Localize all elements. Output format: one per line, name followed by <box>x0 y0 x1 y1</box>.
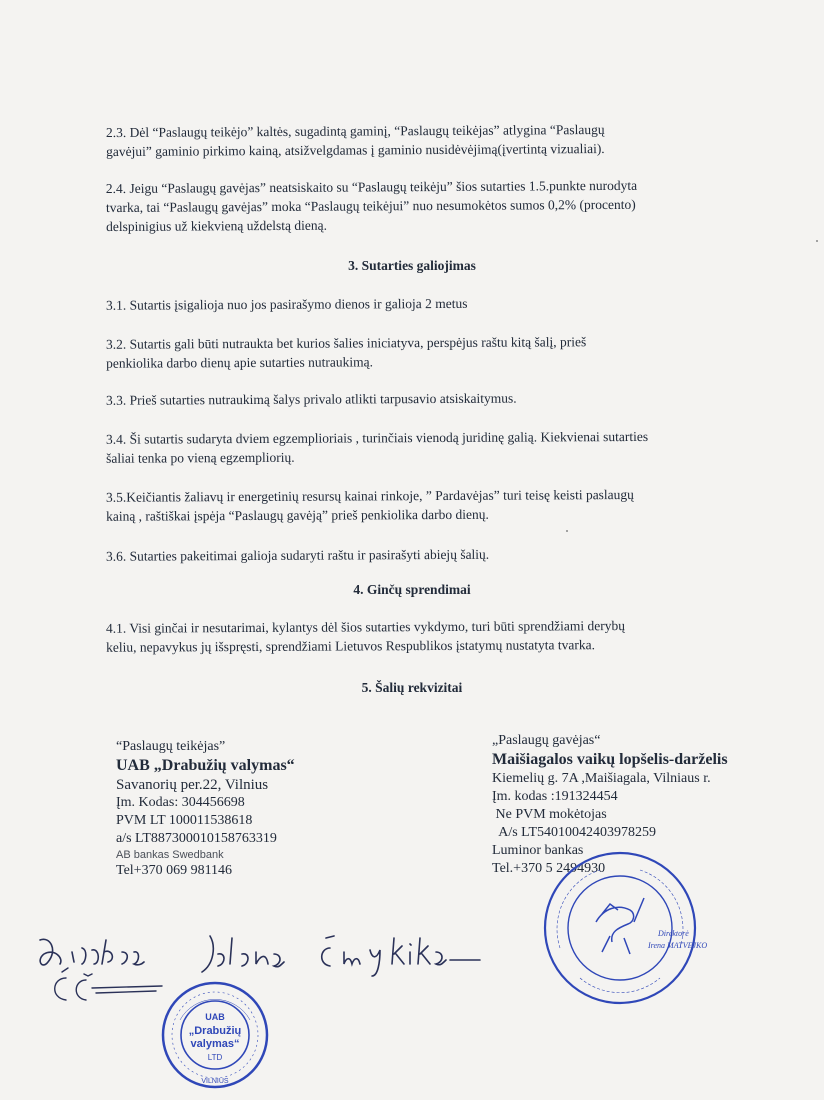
svg-text:Direktorė: Direktorė <box>658 929 689 938</box>
clause-line: 3.4. Ši sutartis sudaryta dviem egzemplioriais , turinčiais vienodą juridinę galią. Kiekvienai sutarties <box>105 428 649 447</box>
clause-line: šaliai tenka po vieną egzempliorių. <box>106 449 295 466</box>
provider-role: “Paslaugų teikėjas” <box>116 739 226 754</box>
svg-text:„Drabužių: „Drabužių <box>188 1025 242 1037</box>
clause-3-3 <box>106 387 776 410</box>
clause-line: gavėjui” gaminio pirkimo kainą, atsižvelgdamas į gaminio nusidėvėjimą(įvertintą vizualiai). <box>106 141 605 160</box>
receiver-vat: Ne PVM mokėtojas <box>492 807 607 822</box>
clause-line: 2.4. Jeigu “Paslaugų gavėjas” neatsiskaito su “Paslaugų teikėju” šios sutarties 1.5.punkte nurodyta <box>105 177 638 197</box>
clause-line: penkiolika darbo dienų apie sutarties nutraukimą. <box>106 354 374 371</box>
provider-stamp <box>160 980 270 1095</box>
svg-text:LTD: LTD <box>207 1053 223 1062</box>
svg-text:valymas“: valymas“ <box>190 1038 240 1050</box>
receiver-account: A/s LT54010042403978259 <box>492 825 656 840</box>
section-3-title: 3. Sutarties galiojimas <box>348 258 476 273</box>
clause-line: keliu, nepavykus jų išspręsti, sprendžiami Lietuvos Respublikos įstatymų nustatyta tvarka. <box>106 637 596 655</box>
provider-bank: AB bankas Swedbank <box>116 849 224 861</box>
provider-details <box>116 738 295 880</box>
clause-line: 3.5.Keičiantis žaliavų ir energetinių resursų kainai rinkoje, ” Pardavėjas” turi teisę keisti paslaugų <box>105 486 634 505</box>
clause-3-2 <box>106 331 776 373</box>
clause-3-1 <box>106 292 776 315</box>
clause-3-6 <box>106 543 776 566</box>
receiver-bank: Luminor bankas <box>492 843 584 858</box>
receiver-stamp <box>540 848 708 1013</box>
paper-speck <box>566 530 568 532</box>
svg-text:VILNIUS: VILNIUS <box>201 1078 229 1085</box>
clause-3-4 <box>106 426 776 468</box>
clause-line: 3.1. Sutartis įsigalioja nuo jos pasirašymo dienos ir galioja 2 metus <box>105 295 468 313</box>
clause-2-3 <box>106 119 776 161</box>
clause-line: 3.3. Prieš sutarties nutraukimą šalys privalo atlikti tarpusavio atsiskaitymus. <box>105 390 517 408</box>
section-4-title: 4. Ginčų sprendimai <box>353 582 471 597</box>
clause-line: tvarka, tai “Paslaugų gavėjas” moka “Paslaugų teikėjui” nuo nesumokėtos sumos 0,2% (procento) <box>105 196 636 216</box>
receiver-code: Įm. kodas :191324454 <box>492 789 618 804</box>
clause-line: kainą , raštiškai įspėja “Paslaugų gavėją” prieš penkiolika darbo dienų. <box>106 506 489 524</box>
clause-line: 3.2. Sutartis gali būti nutraukta bet kurios šalies iniciatyva, perspėjus raštu kitą šalį, prieš <box>105 334 587 352</box>
clause-4-1 <box>106 615 776 657</box>
receiver-phone: Tel.+370 5 2494930 <box>492 861 606 876</box>
provider-phone: Tel+370 069 981146 <box>116 863 233 878</box>
clause-line: delspinigius už kiekvieną uždelstą dieną. <box>106 217 327 235</box>
provider-account: a/s LT887300010158763319 <box>116 831 277 846</box>
provider-stamp-seal <box>160 980 270 1090</box>
receiver-stamp-seal <box>540 848 708 1008</box>
clause-3-5 <box>106 484 776 526</box>
receiver-name: Maišiagalos vaikų lopšelis-darželis <box>492 751 728 768</box>
receiver-role: „Paslaugų gavėjas“ <box>492 733 601 748</box>
svg-text:UAB: UAB <box>205 1012 225 1022</box>
provider-address: Savanorių per.22, Vilnius <box>116 777 269 793</box>
provider-code: Įm. Kodas: 304456698 <box>116 795 245 810</box>
paper-speck <box>816 240 818 242</box>
clause-2-4 <box>106 175 776 236</box>
svg-text:Irena MATVEJKO: Irena MATVEJKO <box>648 941 708 950</box>
receiver-address: Kiemelių g. 7A ,Maišiagala, Vilniaus r. <box>492 771 711 786</box>
provider-vat: PVM LT 100011538618 <box>116 813 253 828</box>
clause-line: 3.6. Sutarties pakeitimai galioja sudaryti raštu ir pasirašyti abiejų šalių. <box>105 546 490 564</box>
provider-name: UAB „Drabužių valymas“ <box>116 757 295 774</box>
clause-line: 2.3. Dėl “Paslaugų teikėjo” kaltės, sugadintą gaminį, “Paslaugų teikėjas” atlygina “Paslaugų <box>105 122 605 141</box>
section-5-title: 5. Šalių rekvizitai <box>361 680 463 695</box>
clause-line: 4.1. Visi ginčai ir nesutarimai, kylantys dėl šios sutarties vykdymo, turi būti sprendžiami derybų <box>105 618 625 636</box>
